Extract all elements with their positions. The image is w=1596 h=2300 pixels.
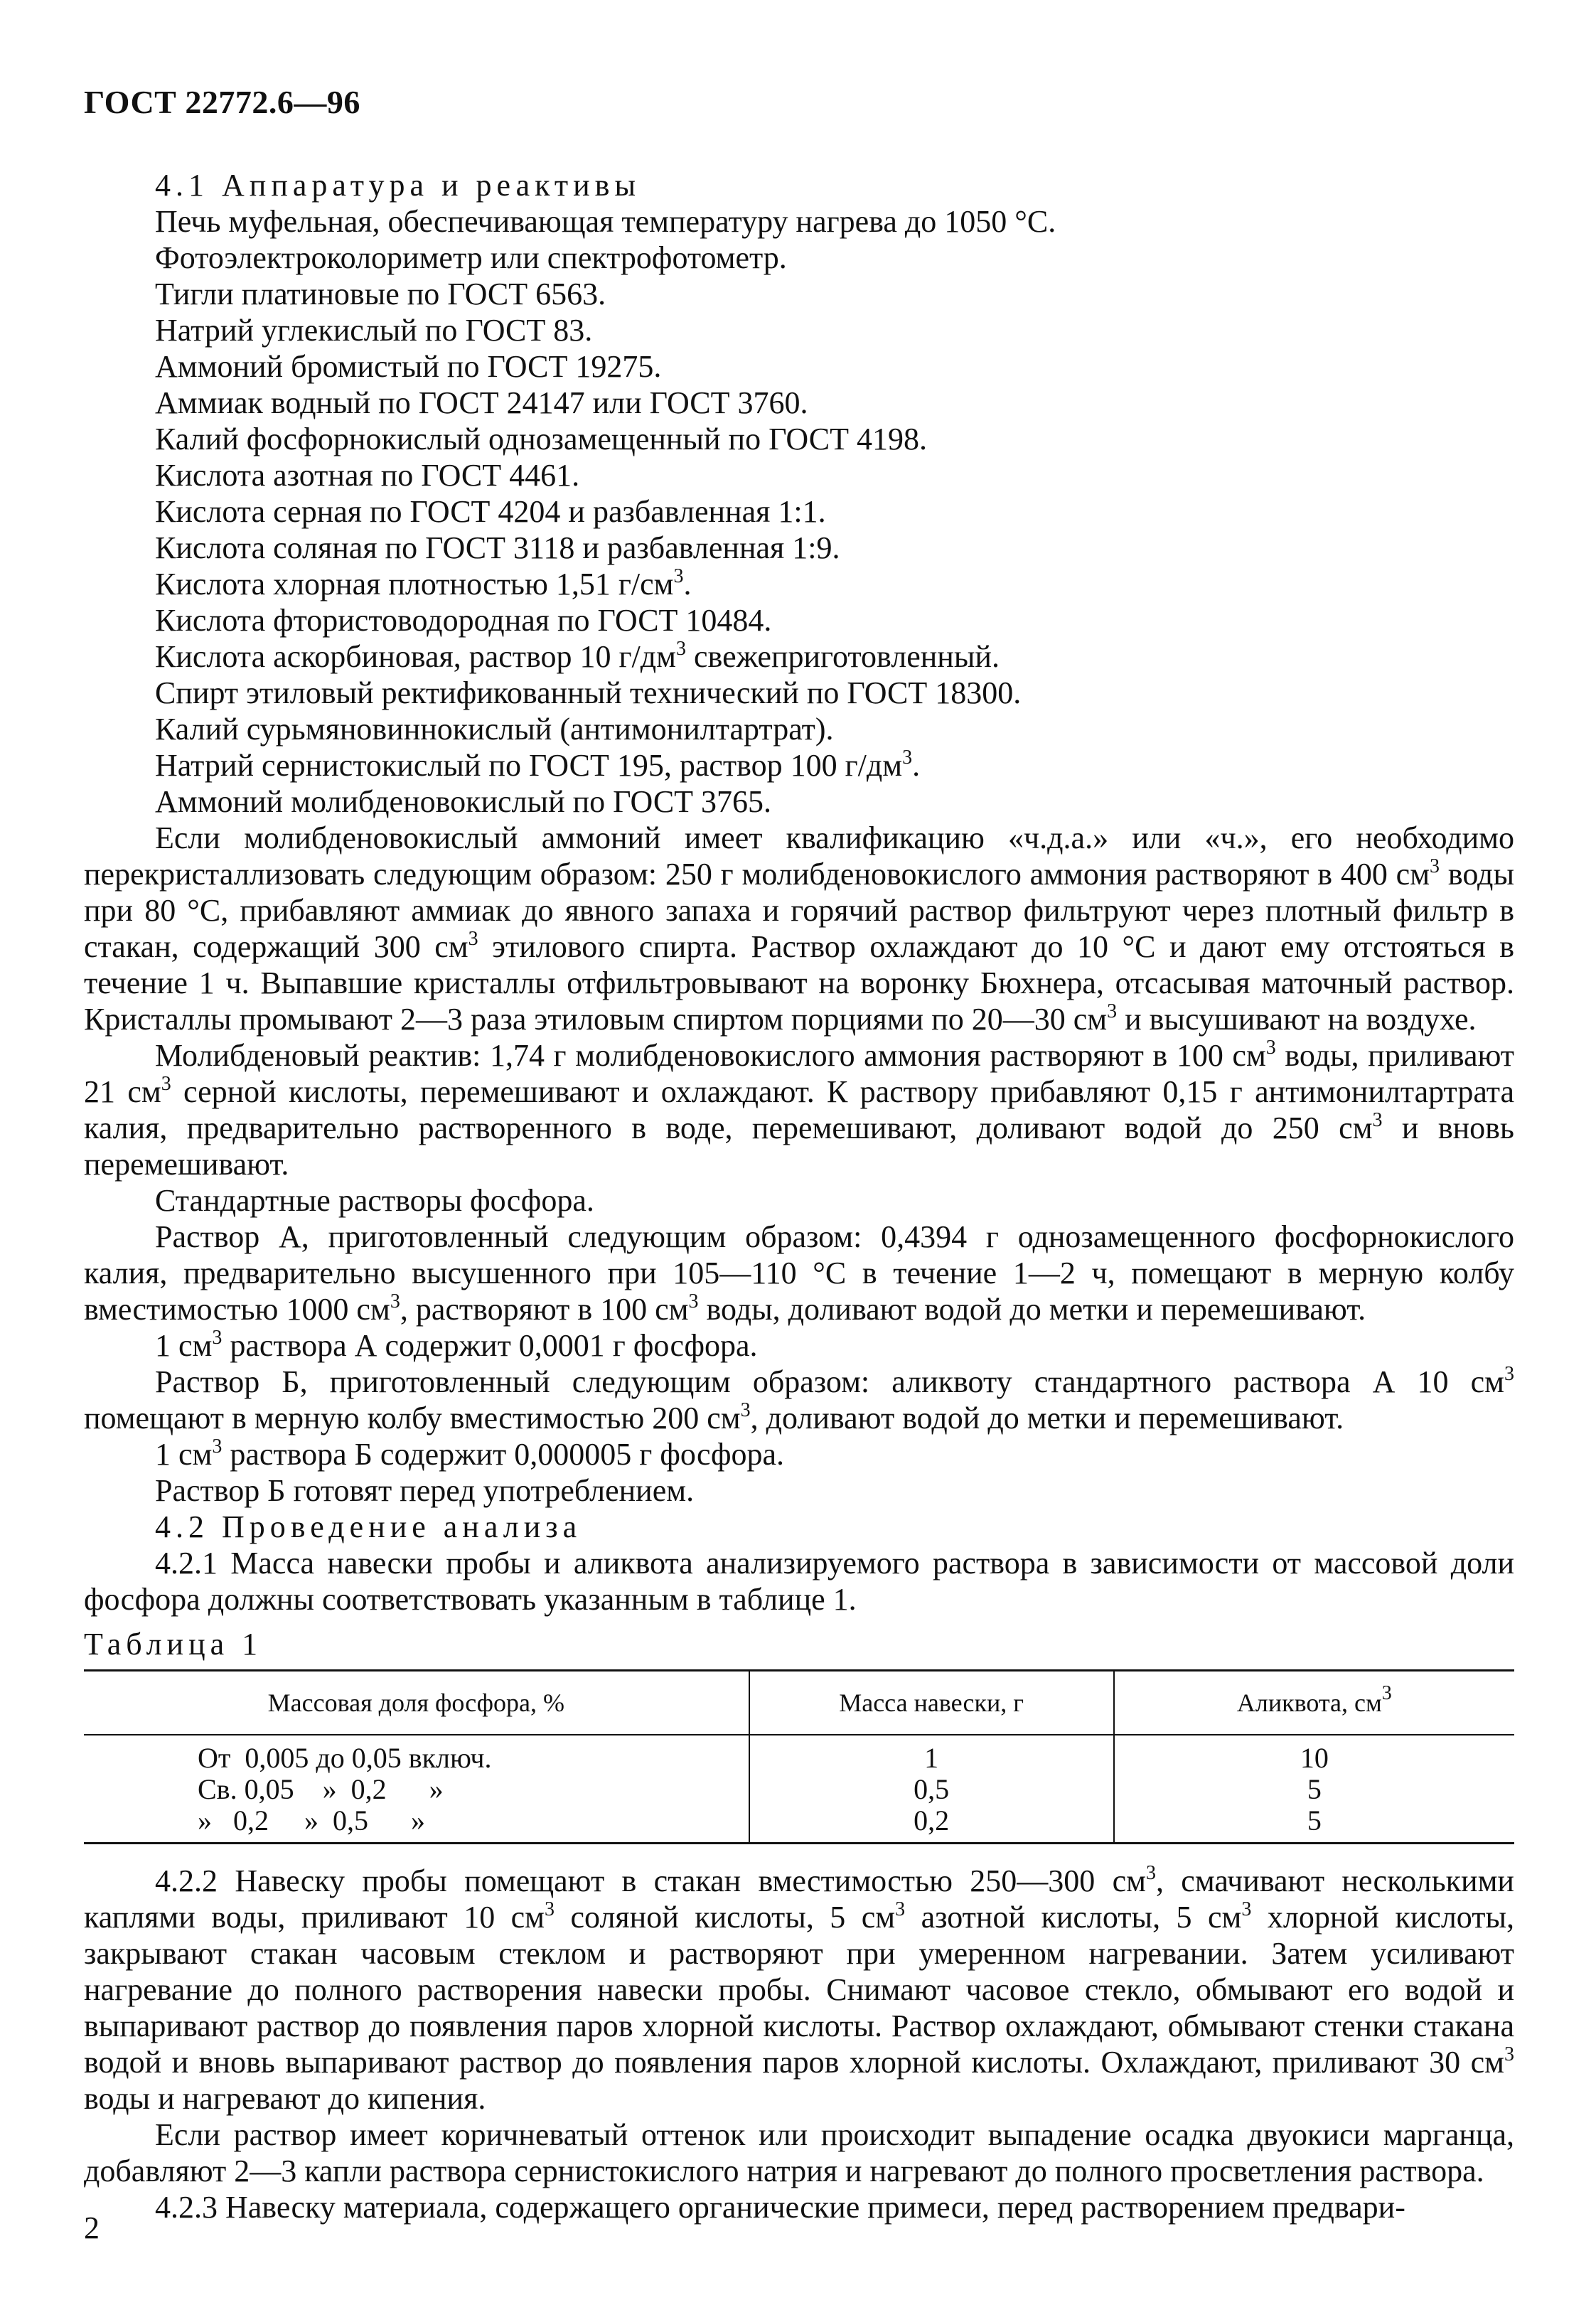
list-item: Аммоний бромистый по ГОСТ 19275. bbox=[155, 349, 662, 384]
table-cell: Св. 0,05 » 0,2 » bbox=[198, 1773, 444, 1805]
text: и вновь перемешивают. bbox=[84, 1111, 1514, 1182]
superscript: 3 bbox=[1372, 1109, 1383, 1131]
superscript: 3 bbox=[673, 565, 684, 587]
paragraph-solution-b-prep: Раствор Б готовят перед употреблением. bbox=[155, 1473, 695, 1508]
text: Аликвота, см bbox=[1236, 1688, 1382, 1717]
superscript: 3 bbox=[676, 638, 687, 660]
table-caption: Таблица 1 bbox=[84, 1627, 263, 1662]
list-item: Аммоний молибденовокислый по ГОСТ 3765. bbox=[155, 784, 772, 819]
equipment-list bbox=[84, 203, 1514, 820]
column-header: Массовая доля фосфора, % bbox=[84, 1671, 749, 1735]
table-cell: 5 bbox=[1114, 1805, 1514, 1844]
table-cell: 10 bbox=[1114, 1735, 1514, 1774]
text: воды, доливают водой до метки и перемешивают. bbox=[698, 1292, 1366, 1327]
superscript: 3 bbox=[545, 1898, 555, 1920]
list-item: Тигли платиновые по ГОСТ 6563. bbox=[155, 277, 606, 311]
text: воды при 80 °С, прибавляют аммиак до явного запаха и горячий раствор фильтруют через плотный фильтр в стакан, содержащий 300 см bbox=[84, 857, 1515, 964]
superscript: 3 bbox=[468, 928, 478, 950]
superscript: 3 bbox=[1504, 2043, 1514, 2065]
section-heading-4-2: 4.2 Проведение анализа bbox=[155, 1509, 582, 1544]
superscript: 3 bbox=[740, 1399, 751, 1421]
paragraph-solution-b bbox=[84, 1364, 1514, 1436]
data-table bbox=[84, 1669, 1514, 1844]
superscript: 3 bbox=[390, 1290, 400, 1312]
text: . bbox=[683, 567, 692, 601]
text: помещают в мерную колбу вместимостью 200 см bbox=[84, 1401, 741, 1435]
superscript: 3 bbox=[1145, 1862, 1156, 1884]
list-item: Калий фосфорнокислый однозамещенный по ГОСТ 4198. bbox=[155, 422, 927, 456]
text: Если молибденовокислый аммоний имеет квалификацию «ч.д.а.» или «ч.», его необходимо перекристаллизовать следующим образом: 250 г молибденовокислого аммония растворяют в 400 см bbox=[84, 820, 1514, 892]
paragraph-standard-solutions: Стандартные растворы фосфора. bbox=[155, 1183, 594, 1218]
text: свежеприготовленный. bbox=[686, 639, 1000, 674]
text: Раствор А, приготовленный следующим образом: 0,4394 г однозамещенного фосфорнокислого калия, предварительно высушенного при 105—110 °С в течение 1—2 ч, помещают в мерную колбу вместимостью 1000 см bbox=[84, 1219, 1514, 1327]
paragraph-4-2-1: 4.2.1 Масса навески пробы и аликвота анализируемого раствора в зависимости от массовой доли фосфора должны соответствовать указанным в таблице 1. bbox=[84, 1546, 1514, 1617]
text: Натрий сернистокислый по ГОСТ 195, раствор 100 г/дм bbox=[155, 748, 903, 783]
text: азотной кислоты, 5 см bbox=[905, 1900, 1242, 1935]
superscript: 3 bbox=[161, 1073, 171, 1095]
text: , смачивают несколькими каплями воды, приливают 10 см bbox=[84, 1863, 1514, 1935]
column-header: Масса навески, г bbox=[749, 1671, 1114, 1735]
table-cell: » 0,2 » 0,5 » bbox=[198, 1804, 425, 1836]
superscript: 3 bbox=[212, 1327, 223, 1349]
list-item: Фотоэлектроколориметр или спектрофотометр. bbox=[155, 240, 787, 275]
table-row bbox=[84, 1774, 1514, 1805]
text: Раствор Б, приготовленный следующим образом: аликвоту стандартного раствора А 10 см bbox=[155, 1364, 1504, 1399]
list-item bbox=[84, 638, 1514, 675]
paragraph-4-2-3: 4.2.3 Навеску материала, содержащего органические примеси, перед растворением предвари- bbox=[155, 2190, 1405, 2225]
document-body bbox=[84, 167, 1514, 2225]
list-item bbox=[84, 747, 1514, 783]
superscript: 3 bbox=[902, 747, 913, 769]
list-item: Печь муфельная, обеспечивающая температуру нагрева до 1050 °С. bbox=[155, 204, 1056, 239]
text: и высушивают на воздухе. bbox=[1117, 1002, 1477, 1037]
text: серной кислоты, перемешивают и охлаждают. К раствору прибавляют 0,15 г антимонилтартрата калия, предварительно растворенного в воде, перемешивают, доливают водой до 250 см bbox=[84, 1074, 1515, 1145]
text: воды, приливают 21 см bbox=[84, 1038, 1514, 1109]
text: Молибденовый реактив: 1,74 г молибденовокислого аммония растворяют в 100 см bbox=[155, 1038, 1266, 1073]
text: , растворяют в 100 см bbox=[400, 1292, 689, 1327]
text: Кислота хлорная плотностью 1,51 г/см bbox=[155, 567, 674, 601]
text: соляной кислоты, 5 см bbox=[555, 1900, 896, 1935]
superscript: 3 bbox=[1265, 1037, 1276, 1059]
list-item: Кислота серная по ГОСТ 4204 и разбавленная 1:1. bbox=[155, 494, 826, 529]
table-cell: 5 bbox=[1114, 1774, 1514, 1805]
superscript: 3 bbox=[688, 1290, 699, 1312]
table-cell: 0,2 bbox=[749, 1805, 1114, 1844]
superscript: 3 bbox=[212, 1435, 223, 1457]
paragraph-solution-b-content bbox=[84, 1436, 1514, 1472]
table-header-row bbox=[84, 1671, 1514, 1735]
text: раствора А содержит 0,0001 г фосфора. bbox=[222, 1328, 758, 1363]
list-item: Кислота азотная по ГОСТ 4461. bbox=[155, 458, 580, 493]
table-cell: 0,5 bbox=[749, 1774, 1114, 1805]
table-cell: 1 bbox=[749, 1735, 1114, 1774]
section-heading-4-1: 4.1 Аппаратура и реактивы bbox=[155, 168, 641, 203]
paragraph-brownish-tint: Если раствор имеет коричневатый оттенок или происходит выпадение осадка двуокиси марганца, добавляют 2—3 капли раствора сернистокислого натрия и нагревают до полного просветления раствора. bbox=[84, 2117, 1514, 2188]
list-item bbox=[84, 566, 1514, 602]
superscript: 3 bbox=[1107, 1000, 1118, 1022]
text: воды и нагревают до кипения. bbox=[84, 2081, 486, 2116]
superscript: 3 bbox=[895, 1898, 906, 1920]
text: этилового спирта. Раствор охлаждают до 10 °С и дают ему отстояться в течение 1 ч. Выпавшие кристаллы отфильтровывают на воронку Бюхнера, отсасывая маточный раствор. Кристаллы промывают 2—3 раза этиловым спиртом порциями по 20—30 см bbox=[84, 929, 1514, 1037]
list-item: Кислота фтористоводородная по ГОСТ 10484. bbox=[155, 603, 772, 638]
document-header: ГОСТ 22772.6—96 bbox=[84, 84, 360, 120]
text: раствора Б содержит 0,000005 г фосфора. bbox=[222, 1437, 785, 1472]
text: хлорной кислоты, закрывают стакан часовым стеклом и растворяют при умеренном нагревании. Затем усиливают нагревание до полного растворения навески пробы. Снимают часовое стекло, обмывают его водой и выпаривают раствор до появления паров хлорной кислоты. Раствор охлаждают, обмывают стенки стакана водой и вновь выпаривают раствор до появления паров хлорной кислоты. Охлаждают, приливают 30 см bbox=[84, 1900, 1515, 2080]
table-row bbox=[84, 1805, 1514, 1844]
table-cell: От 0,005 до 0,05 включ. bbox=[198, 1742, 492, 1774]
text: Кислота аскорбиновая, раствор 10 г/дм bbox=[155, 639, 677, 674]
paragraph-recrystallization bbox=[84, 820, 1514, 1037]
list-item: Натрий углекислый по ГОСТ 83. bbox=[155, 313, 593, 348]
column-header bbox=[1114, 1671, 1514, 1735]
page-number: 2 bbox=[84, 2210, 100, 2245]
superscript: 3 bbox=[1241, 1898, 1252, 1920]
superscript: 3 bbox=[1504, 1363, 1514, 1385]
text: 4.2.2 Навеску пробы помещают в стакан вместимостью 250—300 см bbox=[155, 1863, 1146, 1898]
list-item: Калий сурьмяновиннокислый (антимонилтартрат). bbox=[155, 712, 834, 747]
superscript: 3 bbox=[1430, 855, 1440, 877]
list-item: Кислота соляная по ГОСТ 3118 и разбавленная 1:9. bbox=[155, 530, 840, 565]
superscript: 3 bbox=[1381, 1681, 1392, 1704]
text: , доливают водой до метки и перемешивают. bbox=[750, 1401, 1344, 1435]
list-item: Аммиак водный по ГОСТ 24147 или ГОСТ 3760. bbox=[155, 385, 808, 420]
list-item: Спирт этиловый ректификованный технический по ГОСТ 18300. bbox=[155, 675, 1022, 710]
paragraph-solution-a-content bbox=[84, 1327, 1514, 1364]
paragraph-solution-a bbox=[84, 1219, 1514, 1327]
text: . bbox=[912, 748, 921, 783]
paragraph-molybdenum-reagent bbox=[84, 1037, 1514, 1182]
paragraph-4-2-2 bbox=[84, 1863, 1514, 2117]
text: 1 см bbox=[155, 1328, 213, 1363]
table-row bbox=[84, 1735, 1514, 1774]
text: 1 см bbox=[155, 1437, 213, 1472]
